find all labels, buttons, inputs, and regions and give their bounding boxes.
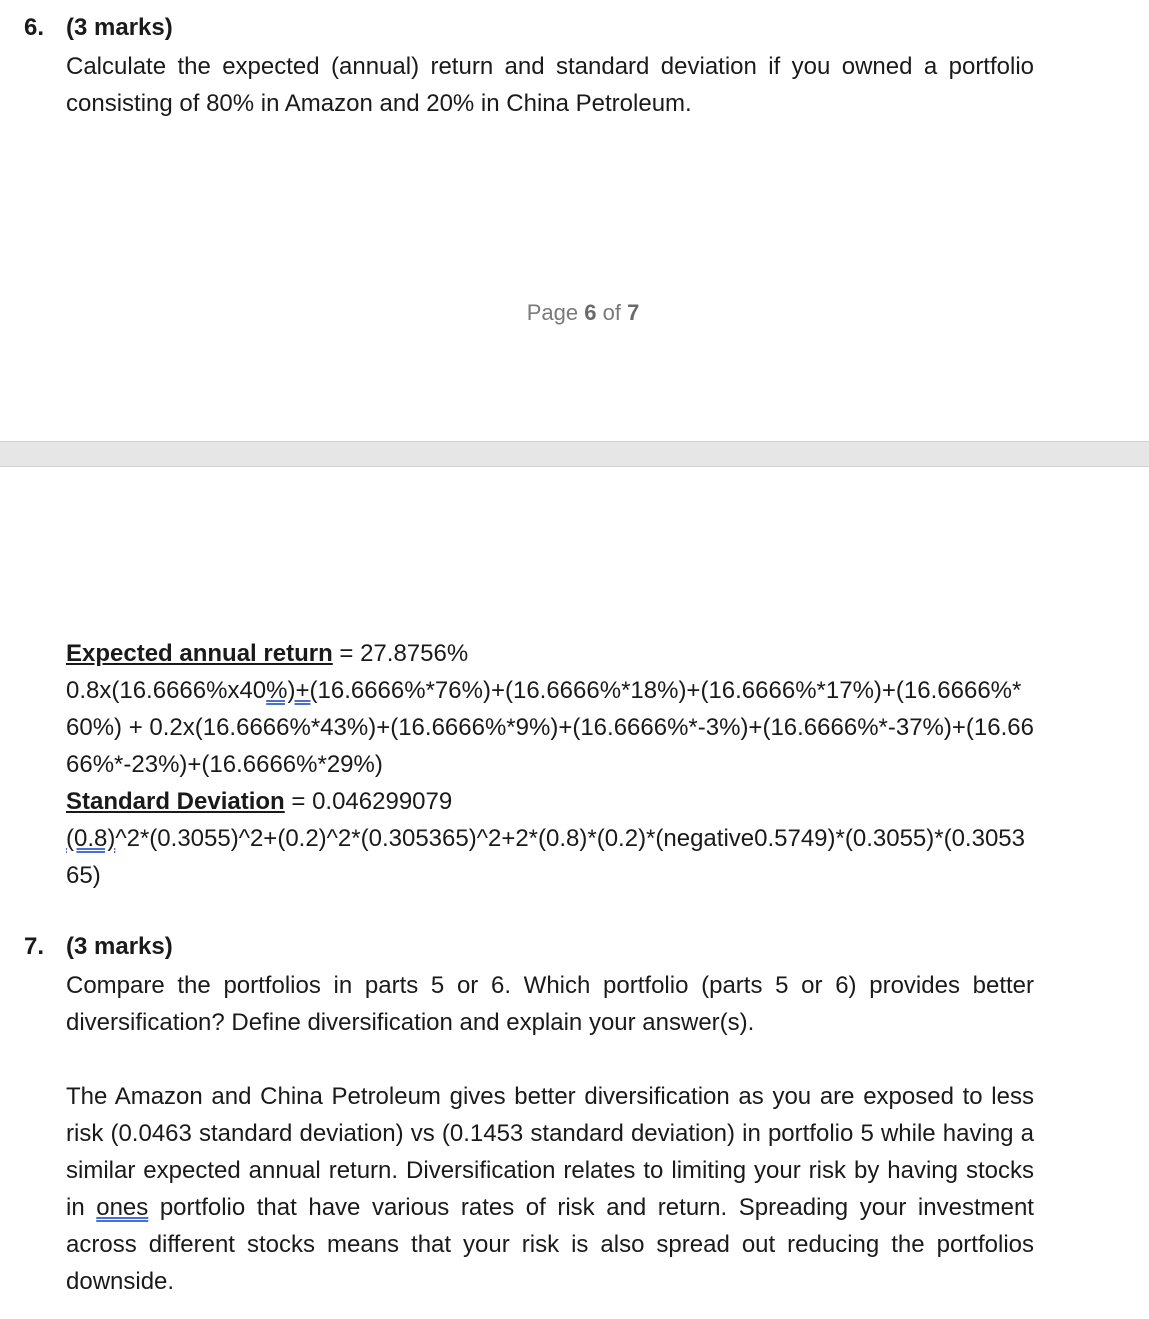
answer-7-part2: portfolio that have various rates of risk and return. Spreading your investment across different stocks means that your risk is also spread out reducing the portfolios downside. bbox=[66, 1194, 1034, 1295]
std-dev-formula bbox=[66, 820, 1034, 894]
question-7-answer bbox=[66, 1078, 1034, 1300]
question-7-prompt: Compare the portfolios in parts 5 or 6. Which portfolio (parts 5 or 6) provides better diversification? Define diversification and explain your answer(s). bbox=[66, 972, 1034, 1036]
expected-return-line bbox=[66, 635, 1034, 672]
document-page-7 bbox=[0, 467, 1149, 1319]
question-7-marks: (3 marks) bbox=[66, 933, 173, 960]
std-dev-label: Standard Deviation bbox=[66, 788, 285, 815]
std-formula-flagged[interactable]: (0.8) bbox=[66, 825, 116, 852]
footer-total-pages: 7 bbox=[627, 300, 640, 325]
expected-return-label: Expected annual return bbox=[66, 640, 333, 667]
expected-return-value: = 27.8756% bbox=[332, 640, 469, 667]
return-formula-flagged[interactable]: %)+( bbox=[266, 677, 318, 704]
question-7-number: 7. bbox=[24, 933, 45, 960]
return-formula-part1: 0.8x(16.6666%x40 bbox=[66, 677, 267, 704]
question-6-marks: (3 marks) bbox=[66, 14, 173, 41]
return-formula-part2: 16.6666%*76%)+(16.6666%*18%)+(16.6666%*17%)+(16.6666%*60%) + 0.2x(16.6666%*43%)+(16.6666%*9%)+(16.6666%*-3%)+(16.6666%*-37%)+(16.6666%*-23%)+(16.6666%*29%) bbox=[66, 677, 1034, 778]
std-dev-line bbox=[66, 783, 1034, 820]
footer-current-page: 6 bbox=[584, 300, 597, 325]
std-dev-value: = 0.046299079 bbox=[284, 788, 453, 815]
expected-return-formula bbox=[66, 672, 1034, 783]
question-6-number: 6. bbox=[24, 14, 45, 41]
page-break-separator bbox=[0, 441, 1149, 467]
answer-7-part1: The Amazon and China Petroleum gives better diversification as you are exposed to less risk (0.0463 standard deviation) vs (0.1453 standard deviation) in portfolio 5 while having a similar expected annual return. Diversification relates to limiting your risk by having stocks in bbox=[66, 1083, 1034, 1221]
std-formula-rest: ^2*(0.3055)^2+(0.2)^2*(0.305365)^2+2*(0.8)*(0.2)*(negative0.5749)*(0.3055)*(0.305365) bbox=[66, 825, 1025, 889]
answer-7-flagged-word[interactable]: ones bbox=[96, 1194, 149, 1221]
question-6-prompt: Calculate the expected (annual) return and standard deviation if you owned a portfolio consisting of 80% in Amazon and 20% in China Petroleum. bbox=[66, 53, 1034, 117]
page-footer bbox=[0, 300, 1149, 326]
footer-page-word: Page bbox=[526, 300, 579, 325]
document-page-6 bbox=[0, 0, 1149, 441]
footer-of-word: of bbox=[602, 300, 621, 325]
